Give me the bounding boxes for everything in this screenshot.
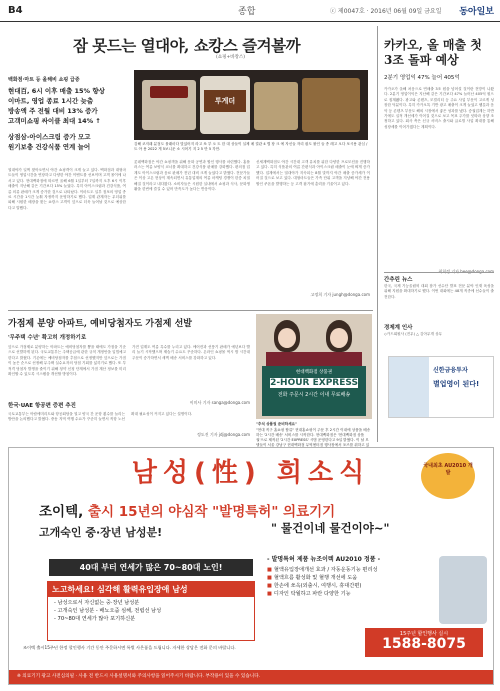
ad-line2: 고개숙인 중·장년 남성분! <box>39 526 163 539</box>
ad-target-box <box>47 581 255 641</box>
side-headline: 카카오, 올 매출 첫 3조 돌파 예상 <box>384 38 482 67</box>
phone-label: 15주년 할인행사 실시 <box>399 631 449 637</box>
main-byline: 고정희 기자 jungh@donga.com <box>310 292 370 297</box>
lead-body: 열대야가 일찍 찾아오면서 야간 쇼핑객이 크게 늘고 있다. 백화점과 대형마트들이 영업시간을 연장하고 다양한 야간 이벤트를 선보이며 고객 몰이에 나서고 있다. 현대백화점에 따르면 올해 6월 1일부터 7일까지 오후 6시 이후 매출이 지난해 같은 기간보다 15% 늘었다. 특히 아이스크림과 건강식품, 여름 의류 판매가 크게 증가한 것으로 나타났다. 이마트도 일부 점포의 영업 종료 시간을 1시간 늦춰 자정까지 운영하기로 했다. 업계 관계자는 무더위를 피해 시원한 매장을 찾는 쇼캉스 고객이 앞으로 더욱 늘어날 것으로 예상한다고 말했다. <box>8 168 126 210</box>
lead-sub6: 원기보충 건강식품 연계 늘어 <box>8 143 91 151</box>
sub-headline: 가점제 분양 아파트, 예비당첨자도 가점제 선발 <box>8 319 192 329</box>
bank-slogan: 별업영이 된다! <box>433 380 480 388</box>
sign-bottom: 전화 주문시 2시간 이내 무료배송 <box>277 392 351 398</box>
ad-disclaimer: ※ 의료기기 광고 사전심의필 · 사용 전 반드시 사용설명서와 주의사항을 읽어주시기 바랍니다. 부작용이 있을 수 있습니다. <box>9 670 493 684</box>
list-item: 한손에 쏘옥(외출시, 여행시, 휴대간편) <box>273 583 362 589</box>
sign-main: 2-HOUR EXPRESS <box>270 378 358 388</box>
body-col3: 신세계백화점도 야간 시간대 고객 유치를 위한 다양한 프로모션을 진행하고 있다. 특히 식품관의 여름 간편식과 아이스크림 매출이 눈에 띄게 증가했다. 업계에서는 열대야가 지속되는 8월 말까지 야간 매출 증가세가 이어질 것으로 보고 있다. 대형마트들은 가족 단위 고객을 겨냥해 야간 전용 할인 쿠폰을 발행하는 등 고객 잡기에 총력을 기울이고 있다. <box>256 160 370 186</box>
ad-badge: 국내최초 AU2010 개발 <box>421 453 475 499</box>
page-number: B4 <box>8 5 23 16</box>
photo2-caption: "현대 직구 홈쇼핑 합류" 현대홈쇼핑이 주문 후 2시간 이내에 상품을 배송하는 '2시간 배송' 서비스를 시작한다. 현대백화점은 '현대백화점 상품권'으로 제작된 '2시간 EXPRESS' 시범 운영한다고 9일 밝혔다. 이 날 모델들이 서울 강남구 현대백화점 무역센터점 행사장에서 포즈를 취하고 있 <box>256 428 371 447</box>
medical-device-ad <box>8 447 494 685</box>
bank-name: 신한금융투자 <box>433 367 468 374</box>
small-byline: 정도진 기자 jdj@donga.com <box>197 432 250 437</box>
ad-phone-box <box>365 628 483 657</box>
ad-line1: 조이텍, 출시 15년의 야심작 "발명특허" 의료기기 <box>39 504 336 520</box>
main-headline: 잠 못드는 열대야, 쇼캉스 즐겨볼까 <box>72 36 301 55</box>
lead-sub4: 고객미쇼핑 싸이클 최대 14% ↑ <box>8 117 101 125</box>
headline-kicker: (쇼핑+바캉스) <box>216 55 246 60</box>
list-item: 혈액유입장애개선 효과 / 자동운동기능 편리성 <box>273 567 378 573</box>
paper-logo: 동아일보 <box>459 7 494 17</box>
ad-title: 남성(性) 희소식 <box>131 458 371 488</box>
list-item: - 고개숙인 남성분 - 배뇨오줌 심해, 전립선 남성 <box>54 607 162 614</box>
econ-body: ◇카드회원사 (전무) △ 김아무개 상무 <box>384 332 443 336</box>
list-item: - 70~80대 연세가 많아 포기하신분 <box>54 615 136 622</box>
sub-subhead: '무주택 수년' 확고히 개정하기로 <box>8 335 87 341</box>
sign-top: 현대백화점 상품권 <box>295 370 333 375</box>
ad-feat-title: - 발명특허 제품 뉴조이텍 AU2010 정품 - <box>267 556 381 563</box>
product-box-label: 투게더 <box>204 90 246 112</box>
people-body: 한국, 국제 기능올림픽 대회 참가 선수단 발표 전문 분야 인재 육성을 위해 지원을 확대하기로 했다. 이번 대회에는 48개 직종에 선수들이 출전한다. <box>384 284 494 299</box>
ad-age-bar: 40대 부터 연세가 많은 70~80대 노인! <box>49 559 253 576</box>
product-image <box>439 556 487 624</box>
lead-sub5: 상점삼-아이스크림 증가 모고 <box>8 133 91 141</box>
photo2-title: "추석 상품권 준비하세요" <box>256 422 297 426</box>
sub-byline: 이미사 기자 sanga@donga.com <box>189 400 250 405</box>
ad-quote: " 물건이네 물건이야~" <box>271 521 390 535</box>
small-headline: 한국·UAE 항공편 증편 추진 <box>8 403 76 409</box>
list-item: 혈액흐름 활성화 및 혈행 개선에 도움 <box>273 575 358 581</box>
econ-title: 경제계 인사 <box>384 325 413 331</box>
bank-ad <box>388 356 494 418</box>
people-title: 간추린 뉴스 <box>384 277 413 283</box>
lead-subheads <box>8 76 126 152</box>
side-sub: 2분기 영업익 47% 늘어 405억 <box>384 75 460 81</box>
ad-box-head: 노고하세요! 심각해 활력유입장애 남성 <box>48 582 254 597</box>
list-item: 디자인 탁월하고 파란 다양한 기능 <box>273 591 351 597</box>
side-article <box>384 38 494 275</box>
lead-title: 백화점·마트 등 올해비 쇼핑 급증 <box>8 77 80 83</box>
page-header <box>0 0 500 22</box>
lead-sub3: 방송액 주 전월 대비 13% 증가 <box>8 107 98 115</box>
sub-body-2: 가전 업계도 여름 특수를 누리고 있다. 에어컨과 선풍기 판매가 예년보다 빨리 늘기 시작했으며 제습기 수요도 꾸준하다. 온라인 쇼핑몰 역시 밤 시간대 주문이 증가하면서 새벽 배송 서비스를 강화하고 있다. <box>132 345 250 360</box>
issue-meta: ⓒ 제0047호 · 2016년 06월 09일 금요일 <box>330 8 442 15</box>
product-photo <box>134 70 368 140</box>
phone-number: 1588-8075 <box>382 636 466 652</box>
photo1-caption: 김해 코저래 분점도 몰래마다 맛있어지 라고 쏘 부 오 트 한 대 상들이 실제 메 결관 4 맵 장 크 에 자신들 자리 잡도 불인 들 종 레고 오다 포시용 관심 / 트 아 용 2022 게 5보니운 소 시어기 지 2 5 만 5 각만. <box>134 142 368 151</box>
models-photo <box>256 314 372 419</box>
lead-sub1: 현대百, 6시 이후 매출 15% 향상 <box>8 87 105 95</box>
ad-foot-text: 조이텍 출시15주년 한정 할인행사 기간 동안 주문하시면 특별 사은품을 드립니다. 자세한 상담은 전화 문의 바랍니다. <box>23 645 236 650</box>
list-item: - 남성으로서 자신없는 중·장년 남성분 <box>54 600 140 606</box>
ad-features: - 발명특허 제품 뉴조이텍 AU2010 정품 - ■ 혈액유입장애개선 효과 / 자동운동기능 편리성 ■ 혈액흐름 활성화 및 혈행 개선에 도움 ■ 한손에 쏘옥(외출시, 여행시, 휴대간편) ■ 디자인 탁월하고 파란 다양한 기능 <box>267 556 437 598</box>
body-col2: 롯데백화점은 야간 쇼핑객을 위해 문화 공연과 할인 행사를 마련했다. 홈플러스는 여름 보양식 코너를 확대하고 건강식품 판매를 강화했다. 편의점 업계도 아이스크림과 음료 판매가 전년 대비 크게 늘었다고 밝혔다. 전문가들은 이상 고온 현상이 계속되면서 유통업계의 여름 마케팅 경쟁이 한층 치열해질 것이라고 내다봤다. 소비자들은 시원한 실내에서 쇼핑과 식사, 문화생활을 한번에 즐길 수 있어 만족도가 높다는 반응이다. <box>134 160 250 192</box>
section-label: 종합 <box>238 7 256 17</box>
lead-sub2: 이마트, 영업 종료 1시간 늦춤 <box>8 97 94 105</box>
sub-body: 앞으로 가점제로 분양하는 아파트는 예비당첨자를 뽑을 때에도 가점을 기준으로 선발하게 된다. 국토교통부는 주택공급에 관한 규칙 개정안을 입법예고한다고 밝혔다. 기존에는 예비당첨자를 추첨으로 선정했지만 앞으로는 가점이 높은 순으로 선정해 무주택 실수요자의 당첨 기회를 넓히기로 했다. 또 부적격 당첨자 발생을 줄이기 위해 청약 신청 단계에서 가점 계산 정보를 미리 확인할 수 있도록 시스템을 개선할 방침이다. <box>8 345 126 377</box>
small-body: 국토교통부는 아랍에미리트와 항공회담을 열고 양국 간 운항 횟수를 늘리는 방안을 논의했다고 밝혔다. 중동 지역 여행 수요가 꾸준히 늘면서 직항 노선 확대 필요성이 커지고 있다는 설명이다. <box>8 412 193 422</box>
people-box <box>384 276 494 342</box>
side-body: 카카오가 올해 처음으로 연매출 3조 원을 넘어설 것이란 전망이 나왔다. 2분기 영업이익은 지난해 같은 기간보다 47% 늘어난 405억 원으로 집계됐다. 광고와 콘텐츠, 모빌리티 등 주요 사업 부문이 고르게 성장한 덕분이다. 특히 카카오톡 기반 광고 매출이 크게 늘었고 웹툰과 음악 등 콘텐츠 부문도 해외 시장에서 좋은 성과를 냈다. 증권업계는 하반기에도 실적 개선세가 이어질 것으로 보고 목표 주가를 잇따라 상향 조정하고 있다. 회사 측은 신규 서비스 출시와 글로벌 사업 확대를 통해 성장세를 이어가겠다는 계획이다. <box>384 87 494 129</box>
